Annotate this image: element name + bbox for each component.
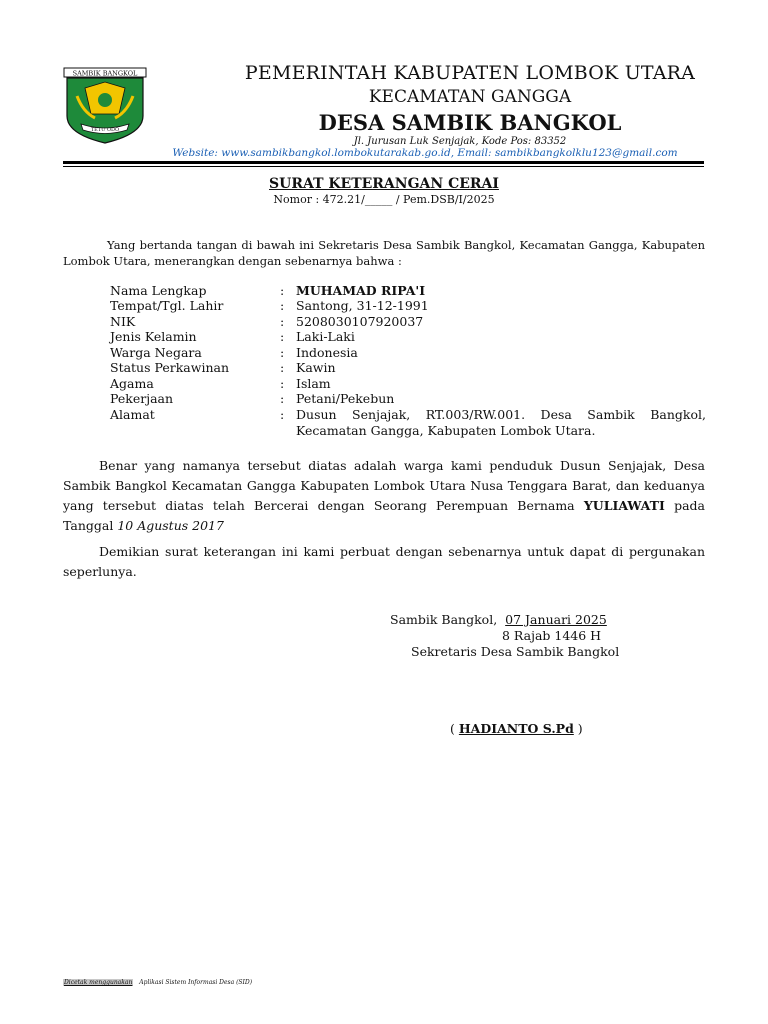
field-row-address: [110, 407, 710, 438]
field-label: Pekerjaan: [110, 391, 174, 406]
field-value: Kawin: [296, 360, 336, 375]
header-government: PEMERINTAH KABUPATEN LOMBOK UTARA: [244, 62, 696, 84]
signature-place: Sambik Bangkol,: [390, 612, 498, 627]
field-row-occupation: [110, 391, 710, 407]
field-row-name: [110, 283, 710, 299]
signature-date: 07 Januari 2025: [505, 612, 607, 627]
field-colon: :: [280, 360, 285, 375]
field-label: Alamat: [110, 407, 155, 422]
field-value: Santong, 31-12-1991: [296, 298, 429, 313]
signature-position: Sekretaris Desa Sambik Bangkol: [411, 644, 620, 659]
field-colon: :: [280, 329, 285, 344]
field-colon: :: [280, 345, 285, 360]
field-colon: :: [280, 391, 285, 406]
letter-number: Nomor : 472.21/_____ / Pem.DSB/I/2025: [273, 193, 495, 206]
body-text-cont: pada Tanggal: [63, 498, 705, 533]
field-value: Islam: [296, 376, 331, 391]
header-divider-thin: [63, 166, 704, 167]
body-text: Benar yang namanya tersebut diatas adalah warga kami penduduk Dusun Senjajak, Desa Sambik Bangkol Kecamatan Gangga Kabupaten Lombok Utara Nusa Tenggara Barat, dan keduanya yang tersebut diatas telah Bercerai dengan Seorang Perempuan Bernama: [63, 458, 705, 513]
field-row-birth: [110, 298, 710, 314]
field-label: Agama: [110, 376, 154, 391]
field-value: MUHAMAD RIPA'I: [296, 283, 426, 298]
field-colon: :: [280, 314, 285, 329]
field-value: 5208030107920037: [296, 314, 424, 329]
field-row-gender: [110, 329, 710, 345]
field-colon: :: [280, 298, 285, 313]
svg-text:TETU ODO: TETU ODO: [90, 127, 120, 133]
header-district: KECAMATAN GANGGA: [368, 87, 572, 107]
field-label: NIK: [110, 314, 136, 329]
field-value: Dusun Senjajak, RT.003/RW.001. Desa Sambik Bangkol, Kecamatan Gangga, Kabupaten Lombok Utara.: [296, 407, 706, 438]
closing-paragraph: Demikian surat keterangan ini kami perbuat dengan sebenarnya untuk dapat di pergunakan seperlunya.: [63, 544, 705, 579]
paren-open: (: [450, 721, 455, 736]
header-website-email: Website: www.sambikbangkol.lombokutarakab.go.id, Email: sambikbangkolklu123@gmail.com: [172, 147, 678, 159]
field-colon: :: [280, 376, 285, 391]
field-value: Laki-Laki: [296, 329, 355, 344]
field-row-nik: [110, 314, 710, 330]
header-address: Jl. Jurusan Luk Senjajak, Kode Pos: 83352: [353, 136, 567, 147]
spouse-name: YULIAWATI: [583, 498, 665, 513]
field-label: Warga Negara: [110, 345, 202, 360]
letter-title: SURAT KETERANGAN CERAI: [269, 176, 499, 192]
field-colon: :: [280, 407, 285, 422]
field-label: Tempat/Tgl. Lahir: [110, 298, 224, 313]
field-label: Status Perkawinan: [110, 360, 230, 375]
svg-text:SAMBIK BANGKOL: SAMBIK BANGKOL: [72, 69, 138, 78]
signature-hijri-date: 8 Rajab 1446 H: [502, 628, 602, 643]
footer-app-name: Aplikasi Sistem Informasi Desa (SID): [139, 979, 253, 986]
field-row-citizenship: [110, 345, 710, 361]
field-label: Jenis Kelamin: [110, 329, 197, 344]
body-paragraph: [63, 456, 705, 536]
village-logo: [63, 66, 147, 144]
paren-close: ): [577, 721, 583, 736]
divorce-date: 10 Agustus 2017: [117, 518, 224, 533]
print-footer: [63, 979, 252, 986]
header-divider-thick: [63, 161, 704, 164]
field-row-marital-status: [110, 360, 710, 376]
field-label: Nama Lengkap: [110, 283, 207, 298]
signature-place-date: [390, 612, 607, 627]
header-village: DESA SAMBIK BANGKOL: [318, 110, 622, 135]
field-value: Petani/Pekebun: [296, 391, 395, 406]
signatory-name-block: [450, 721, 583, 736]
footer-printed-label: Dicetak menggunakan: [64, 979, 133, 986]
signatory-name: HADIANTO S.Pd: [458, 721, 574, 736]
field-colon: :: [280, 283, 285, 298]
field-row-religion: [110, 376, 710, 392]
field-value: Indonesia: [296, 345, 358, 360]
intro-paragraph: Yang bertanda tangan di bawah ini Sekretaris Desa Sambik Bangkol, Kecamatan Gangga, Kabupaten Lombok Utara, menerangkan dengan sebenarnya bahwa :: [63, 238, 705, 268]
